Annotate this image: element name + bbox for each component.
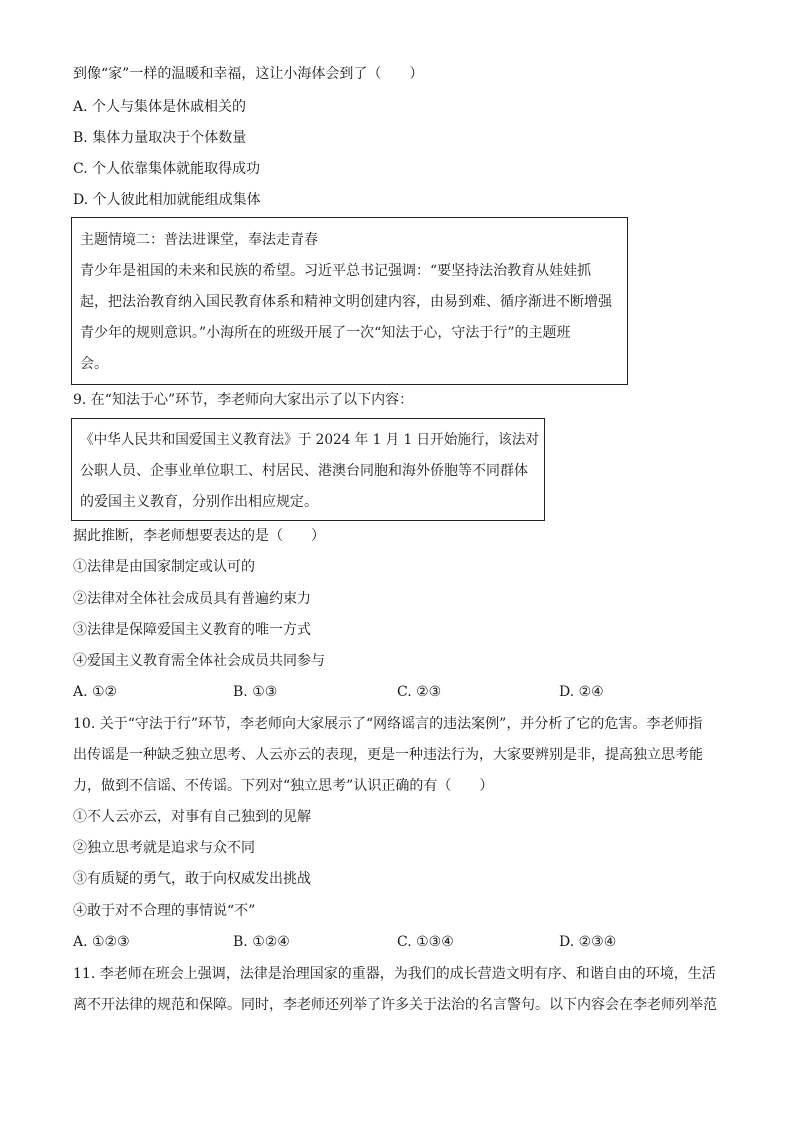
q8-option-c: C. 个人依靠集体就能取得成功	[73, 161, 261, 177]
theme-box-title: 主题情境二：普法进课堂，奉法走青春	[80, 232, 318, 248]
theme-box-line: 起，把法治教育纳入国民教育体系和精神文明创建内容，由易到难、循序渐进不断增强	[80, 294, 612, 310]
q9-choice-c: C. ②③	[397, 684, 442, 700]
theme-box-line: 会。	[80, 356, 108, 372]
q9-material-line: 的爱国主义教育，分别作出相应规定。	[80, 494, 318, 510]
theme-box-line: 青少年的规则意识。”小海所在的班级开展了一次“知法于心，守法于行”的主题班	[80, 325, 571, 341]
q11-stem-line: 11. 李老师在班会上强调，法律是治理国家的重器，为我们的成长营造文明有序、和谐自由的环境，生活	[73, 966, 716, 982]
q9-question: 据此推断，李老师想要表达的是（ ）	[73, 528, 325, 544]
q8-option-b: B. 集体力量取决于个体数量	[73, 130, 247, 146]
q10-choice-d: D. ②③④	[559, 934, 617, 950]
q9-stem: 9. 在“知法于心”环节，李老师向大家出示了以下内容：	[73, 392, 414, 408]
q10-statement-2: ②独立思考就是追求与众不同	[73, 840, 255, 856]
q9-statement-2: ②法律对全体社会成员具有普遍约束力	[73, 591, 311, 607]
q10-stem-line: 10. 关于“守法于行”环节，李老师向大家展示了“网络谣言的违法案例”，并分析了它的危害。李老师指	[73, 716, 703, 732]
q9-choice-a: A. ①②	[73, 684, 118, 700]
q9-statement-4: ④爱国主义教育需全体社会成员共同参与	[73, 653, 325, 669]
q11-stem-line: 离不开法律的规范和保障。同时，李老师还列举了许多关于法治的名言警句。以下内容会在李老师列举范	[73, 997, 717, 1013]
theme-box-line: 青少年是祖国的未来和民族的希望。习近平总书记强调：“要坚持法治教育从娃娃抓	[80, 263, 592, 279]
q10-choice-b: B. ①②④	[233, 934, 290, 950]
q9-material-line: 《中华人民共和国爱国主义教育法》于 2024 年 1 月 1 日开始施行，该法对	[80, 432, 539, 448]
q9-material-box	[71, 418, 545, 521]
theme-box	[71, 217, 628, 385]
q10-choice-c: C. ①③④	[397, 934, 454, 950]
q9-statement-3: ③法律是保障爱国主义教育的唯一方式	[73, 622, 311, 638]
q10-stem-line: 力，做到不信谣、不传谣。下列对“独立思考”认识正确的有（ ）	[73, 778, 494, 794]
q9-choice-b: B. ①③	[233, 684, 278, 700]
q8-option-a: A. 个人与集体是休戚相关的	[73, 99, 247, 115]
q8-stem-end: 到像“家”一样的温暖和幸福，这让小海体会到了（ ）	[73, 66, 424, 82]
q10-choice-a: A. ①②③	[73, 934, 130, 950]
q9-statement-1: ①法律是由国家制定或认可的	[73, 559, 255, 575]
q10-statement-4: ④敢于对不合理的事情说“不”	[73, 903, 256, 919]
q8-option-d: D. 个人彼此相加就能组成集体	[73, 192, 261, 208]
q10-statement-3: ③有质疑的勇气，敢于向权威发出挑战	[73, 871, 311, 887]
q10-stem-line: 出传谣是一种缺乏独立思考、人云亦云的表现，更是一种违法行为，大家要辨别是非，提高独立思考能	[73, 747, 703, 763]
q10-statement-1: ①不人云亦云，对事有自己独到的见解	[73, 809, 311, 825]
q9-choice-d: D. ②④	[559, 684, 604, 700]
q9-material-line: 公职人员、企事业单位职工、村居民、港澳台同胞和海外侨胞等不同群体	[80, 463, 528, 479]
